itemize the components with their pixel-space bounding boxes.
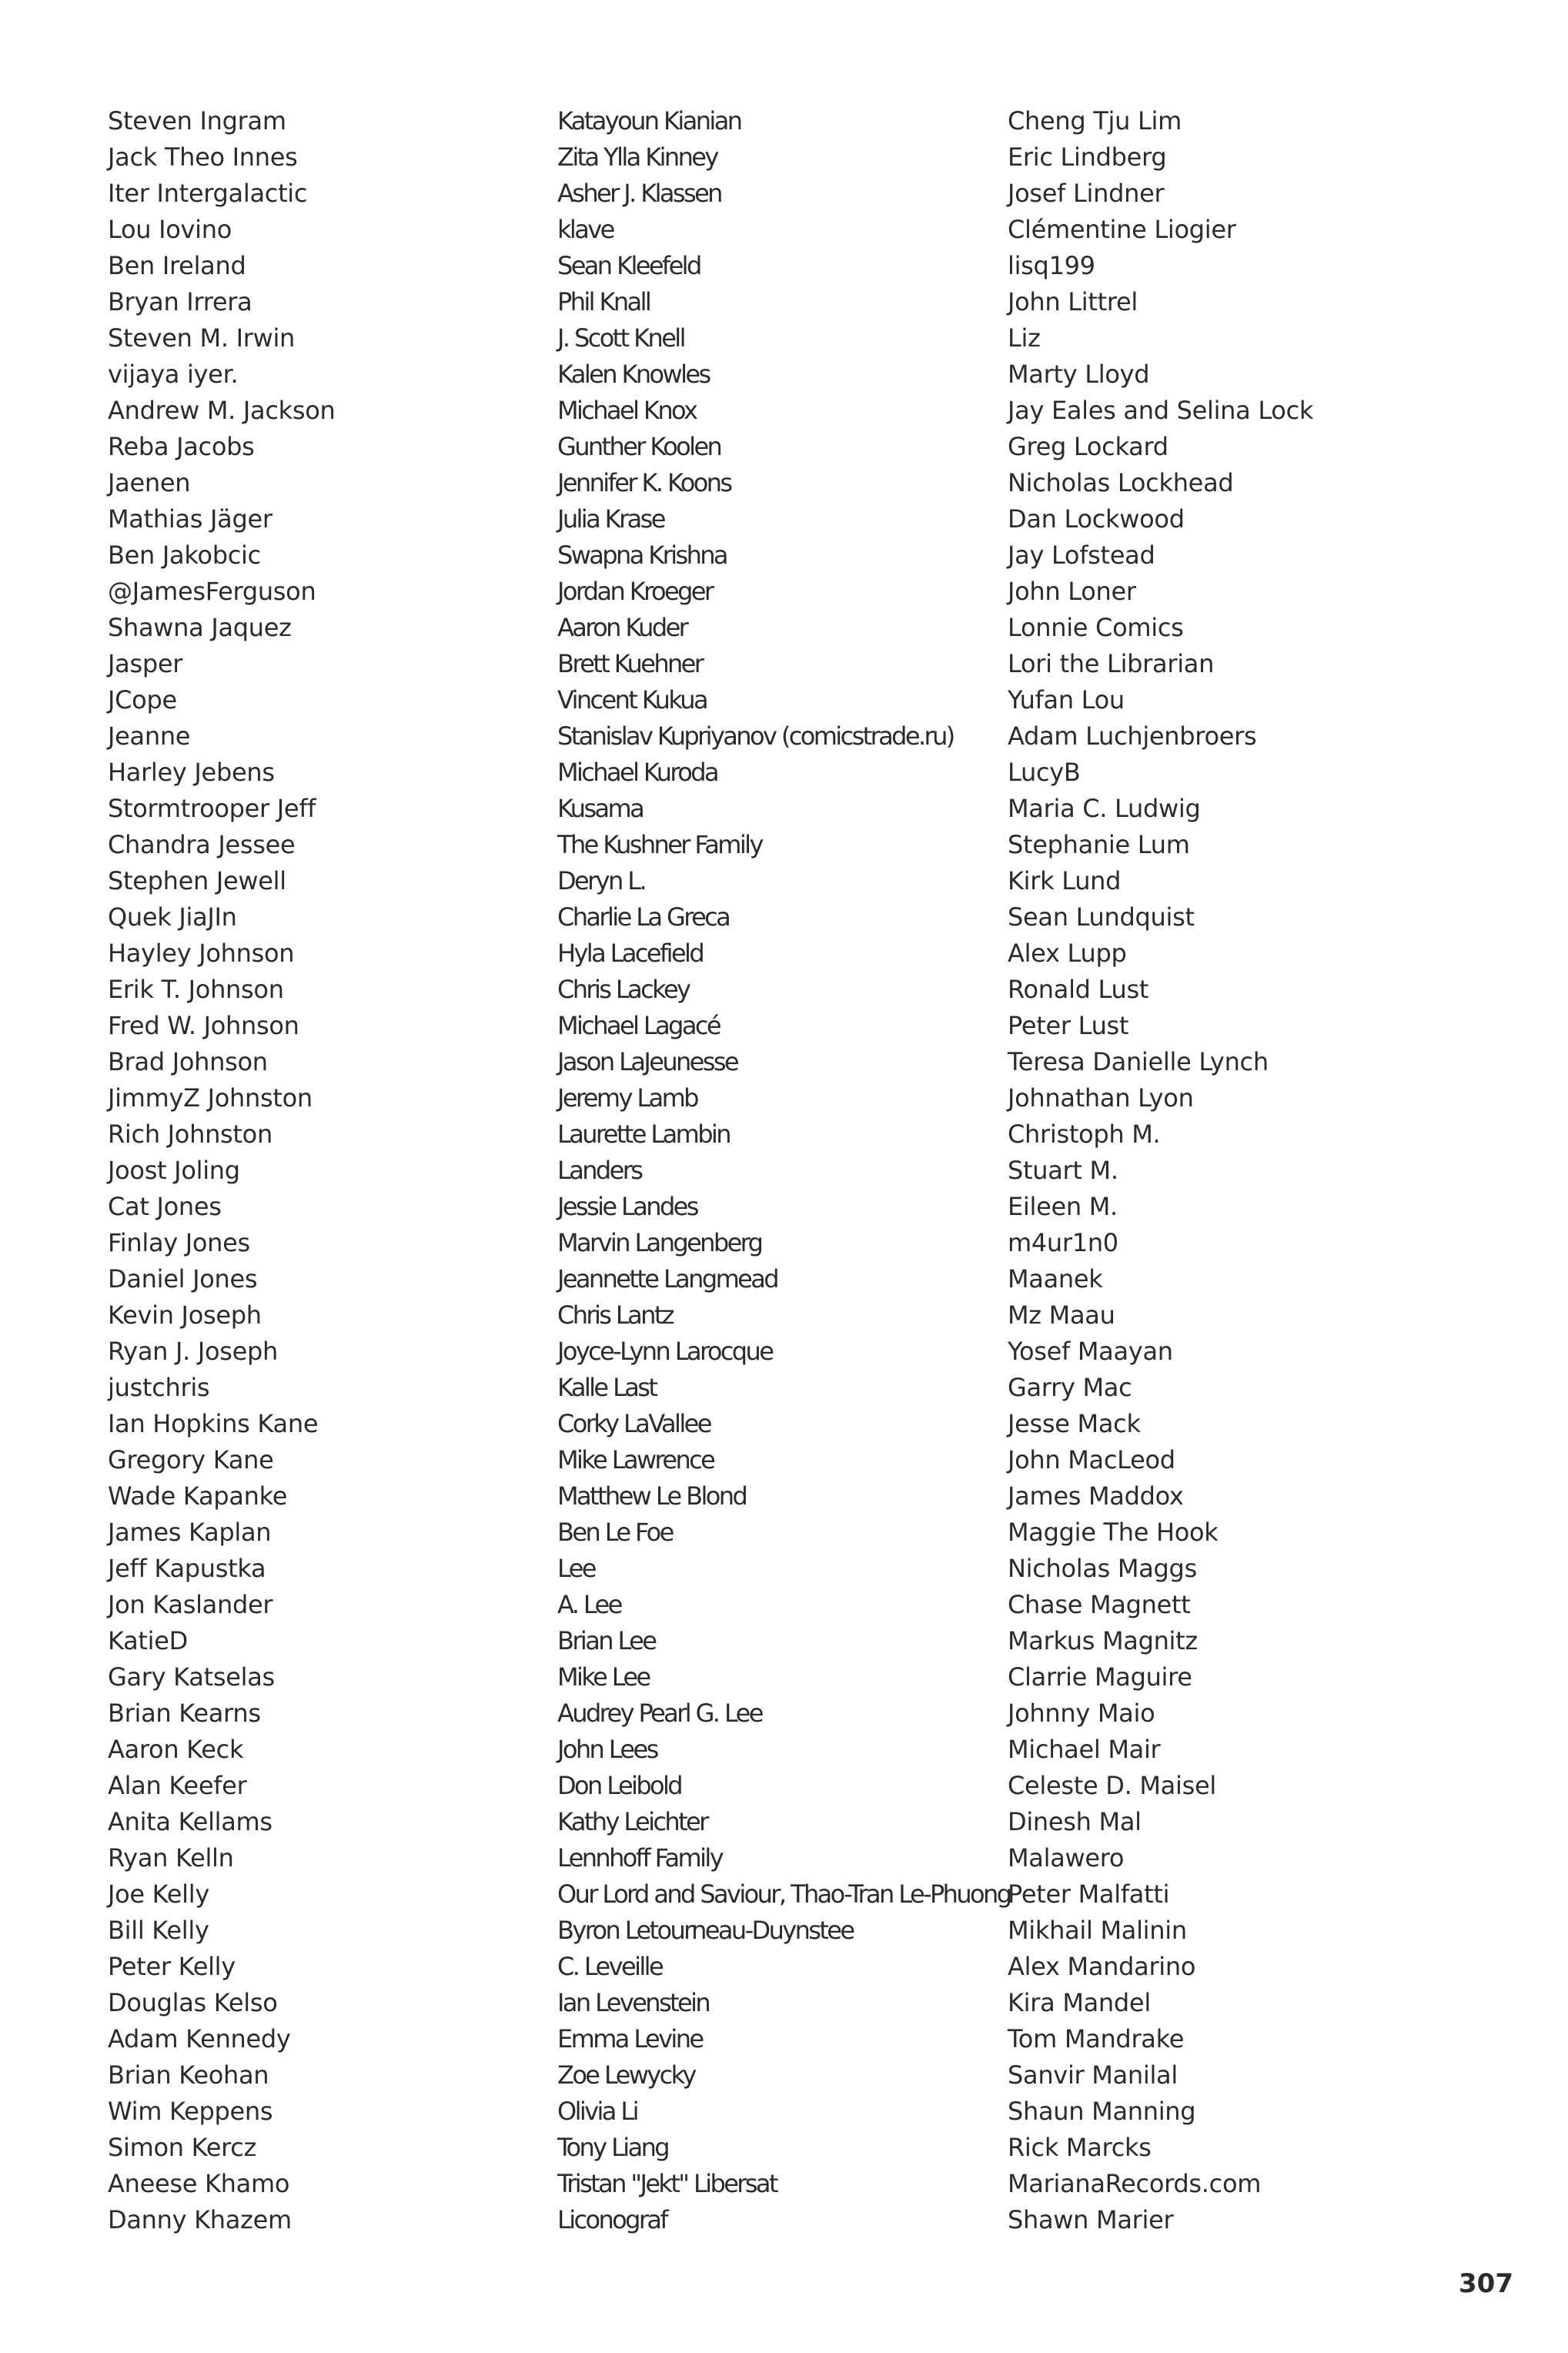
name-entry: Maggie The Hook [1008, 1518, 1219, 1547]
name-entry: Joost Joling [108, 1156, 240, 1185]
name-entry: Alan Keefer [108, 1771, 247, 1800]
name-entry: Charlie La Greca [557, 902, 730, 932]
name-entry: Deryn L. [557, 866, 646, 895]
name-entry: Stuart M. [1008, 1156, 1118, 1185]
name-entry: Jesse Mack [1008, 1409, 1141, 1438]
name-entry: Brian Lee [557, 1626, 656, 1655]
name-entry: Dinesh Mal [1008, 1807, 1142, 1836]
name-entry: Ryan Kelln [108, 1843, 234, 1873]
name-entry: Tony Liang [557, 2133, 669, 2162]
name-entry: Garry Mac [1008, 1373, 1132, 1402]
name-entry: Cat Jones [108, 1192, 222, 1221]
name-entry: John Littrel [1008, 287, 1138, 316]
name-column-1 [108, 103, 336, 2238]
name-entry: Shaun Manning [1008, 2097, 1196, 2126]
name-entry: Peter Kelly [108, 1952, 236, 1981]
name-entry: Kalle Last [557, 1373, 657, 1402]
name-entry: Sean Kleefeld [557, 251, 700, 280]
name-entry: Bryan Irrera [108, 287, 252, 316]
name-entry: Maria C. Ludwig [1008, 794, 1201, 823]
name-entry: Maanek [1008, 1264, 1103, 1294]
name-entry: Aaron Kuder [557, 613, 687, 642]
name-entry: Michael Kuroda [557, 758, 717, 787]
name-entry: John Loner [1008, 577, 1136, 606]
name-entry: Jeff Kapustka [108, 1554, 266, 1583]
name-entry: Jasper [108, 649, 183, 678]
name-entry: LucyB [1008, 758, 1081, 787]
name-entry: Tom Mandrake [1008, 2024, 1185, 2053]
name-entry: Gary Katselas [108, 1662, 275, 1692]
name-entry: Kevin Joseph [108, 1300, 262, 1330]
name-entry: Matthew Le Blond [557, 1481, 747, 1511]
name-entry: Chandra Jessee [108, 830, 296, 859]
name-entry: Shawn Marier [1008, 2205, 1174, 2234]
name-entry: Vincent Kukua [557, 685, 707, 715]
name-entry: JCope [108, 685, 177, 715]
name-entry: Eileen M. [1008, 1192, 1118, 1221]
name-entry: Rick Marcks [1008, 2133, 1152, 2162]
name-entry: Jay Eales and Selina Lock [1008, 396, 1314, 425]
name-entry: Jaenen [108, 468, 191, 497]
name-entry: Iter Intergalactic [108, 179, 308, 208]
name-entry: Mathias Jäger [108, 504, 272, 534]
name-entry: Dan Lockwood [1008, 504, 1185, 534]
name-entry: Mike Lee [557, 1662, 650, 1692]
name-entry: Laurette Lambin [557, 1120, 730, 1149]
name-entry: Sean Lundquist [1008, 902, 1195, 932]
name-entry: Eric Lindberg [1008, 142, 1167, 172]
name-entry: Daniel Jones [108, 1264, 258, 1294]
name-entry: MarianaRecords.com [1008, 2169, 1262, 2198]
name-entry: Kirk Lund [1008, 866, 1122, 895]
name-entry: Douglas Kelso [108, 1988, 278, 2017]
name-entry: Michael Knox [557, 396, 697, 425]
name-entry: Brad Johnson [108, 1047, 268, 1076]
name-entry: Steven M. Irwin [108, 323, 296, 353]
name-entry: Stanislav Kupriyanov (comicstrade.ru) [557, 721, 954, 751]
name-entry: Mikhail Malinin [1008, 1916, 1187, 1945]
name-entry: Marty Lloyd [1008, 360, 1150, 389]
name-entry: Lou Iovino [108, 215, 232, 244]
name-entry: A. Lee [557, 1590, 621, 1619]
name-entry: Danny Khazem [108, 2205, 292, 2234]
name-entry: Clémentine Liogier [1008, 215, 1236, 244]
name-entry: Stormtrooper Jeff [108, 794, 316, 823]
name-entry: Christoph M. [1008, 1120, 1161, 1149]
name-entry: Ian Hopkins Kane [108, 1409, 319, 1438]
name-entry: Harley Jebens [108, 758, 275, 787]
name-entry: Rich Johnston [108, 1120, 272, 1149]
name-entry: Hyla Lacefield [557, 939, 704, 968]
name-entry: Mike Lawrence [557, 1445, 714, 1474]
name-entry: vijaya iyer. [108, 360, 239, 389]
name-entry: Kathy Leichter [557, 1807, 707, 1836]
name-entry: Gunther Koolen [557, 432, 721, 461]
name-entry: Julia Krase [557, 504, 664, 534]
name-entry: Liz [1008, 323, 1041, 353]
name-entry: Ian Levenstein [557, 1988, 710, 2017]
name-entry: Audrey Pearl G. Lee [557, 1699, 762, 1728]
name-entry: Steven Ingram [108, 106, 286, 136]
name-entry: Fred W. Johnson [108, 1011, 299, 1040]
name-entry: Anita Kellams [108, 1807, 272, 1836]
name-entry: Katayoun Kianian [557, 106, 741, 136]
name-entry: Alex Mandarino [1008, 1952, 1196, 1981]
name-entry: Zoe Lewycky [557, 2060, 695, 2090]
name-entry: Ben Le Foe [557, 1518, 673, 1547]
name-entry: Andrew M. Jackson [108, 396, 336, 425]
name-entry: Jay Lofstead [1008, 541, 1155, 570]
name-entry: Malawero [1008, 1843, 1125, 1873]
name-entry: Celeste D. Maisel [1008, 1771, 1216, 1800]
name-entry: Ryan J. Joseph [108, 1337, 279, 1366]
name-entry: Jennifer K. Koons [557, 468, 731, 497]
name-entry: Mz Maau [1008, 1300, 1115, 1330]
name-entry: klave [557, 215, 613, 244]
name-entry: Peter Lust [1008, 1011, 1129, 1040]
name-entry: Adam Kennedy [108, 2024, 291, 2053]
name-entry: Reba Jacobs [108, 432, 255, 461]
name-entry: Cheng Tju Lim [1008, 106, 1182, 136]
name-entry: m4ur1n0 [1008, 1228, 1118, 1257]
name-entry: Johnny Maio [1008, 1699, 1155, 1728]
name-entry: Jessie Landes [557, 1192, 697, 1221]
name-entry: Michael Lagacé [557, 1011, 720, 1040]
name-entry: Erik T. Johnson [108, 975, 284, 1004]
name-entry: Quek JiaJIn [108, 902, 237, 932]
name-entry: Wim Keppens [108, 2097, 273, 2126]
name-entry: J. Scott Knell [557, 323, 684, 353]
name-entry: Yosef Maayan [1008, 1337, 1173, 1366]
name-entry: Lennhoff Family [557, 1843, 723, 1873]
name-entry: Kalen Knowles [557, 360, 710, 389]
name-entry: Yufan Lou [1008, 685, 1125, 715]
name-entry: Chase Magnett [1008, 1590, 1191, 1619]
name-entry: Peter Malfatti [1008, 1879, 1170, 1909]
name-entry: Liconograf [557, 2205, 667, 2234]
name-entry: Jordan Kroeger [557, 577, 713, 606]
name-entry: C. Leveille [557, 1952, 663, 1981]
name-entry: Joyce-Lynn Larocque [557, 1337, 773, 1366]
name-entry: Michael Mair [1008, 1735, 1161, 1764]
name-entry: Jeannette Langmead [557, 1264, 777, 1294]
name-entry: Adam Luchjenbroers [1008, 721, 1257, 751]
name-entry: lisq199 [1008, 251, 1095, 280]
name-entry: Bill Kelly [108, 1916, 209, 1945]
name-column-3 [1008, 103, 1313, 2238]
name-entry: Aaron Keck [108, 1735, 244, 1764]
name-entry: Emma Levine [557, 2024, 703, 2053]
name-entry: The Kushner Family [557, 830, 762, 859]
name-entry: Brett Kuehner [557, 649, 703, 678]
name-entry: Lonnie Comics [1008, 613, 1184, 642]
name-entry: Jeanne [108, 721, 191, 751]
name-entry: Alex Lupp [1008, 939, 1127, 968]
name-entry: Phil Knall [557, 287, 650, 316]
name-entry: Brian Keohan [108, 2060, 269, 2090]
name-entry: Finlay Jones [108, 1228, 250, 1257]
name-entry: Jeremy Lamb [557, 1083, 697, 1113]
name-entry: Clarrie Maguire [1008, 1662, 1192, 1692]
name-column-2 [557, 103, 1010, 2238]
name-entry: Nicholas Maggs [1008, 1554, 1197, 1583]
name-entry: Chris Lantz [557, 1300, 673, 1330]
name-entry: Kusama [557, 794, 644, 823]
name-entry: Josef Lindner [1008, 179, 1165, 208]
name-entry: Swapna Krishna [557, 541, 727, 570]
name-entry: @JamesFerguson [108, 577, 316, 606]
name-entry: Ben Ireland [108, 251, 246, 280]
name-entry: James Maddox [1008, 1481, 1184, 1511]
name-entry: Nicholas Lockhead [1008, 468, 1234, 497]
name-entry: Markus Magnitz [1008, 1626, 1198, 1655]
page-number: 307 [1459, 2268, 1513, 2299]
name-entry: Stephen Jewell [108, 866, 286, 895]
name-entry: Ronald Lust [1008, 975, 1149, 1004]
name-entry: Hayley Johnson [108, 939, 295, 968]
name-entry: KatieD [108, 1626, 188, 1655]
name-entry: Gregory Kane [108, 1445, 274, 1474]
name-entry: Olivia Li [557, 2097, 637, 2126]
name-entry: Tristan "Jekt" Libersat [557, 2169, 777, 2198]
name-entry: John Lees [557, 1735, 657, 1764]
name-entry: Joe Kelly [108, 1879, 209, 1909]
name-entry: Shawna Jaquez [108, 613, 292, 642]
name-entry: Zita Ylla Kinney [557, 142, 717, 172]
name-entry: Our Lord and Saviour, Thao-Tran Le-Phuong [557, 1879, 1011, 1909]
name-entry: Ben Jakobcic [108, 541, 261, 570]
name-entry: Corky LaVallee [557, 1409, 710, 1438]
name-entry: Jack Theo Innes [108, 142, 298, 172]
name-entry: Jason LaJeunesse [557, 1047, 737, 1076]
name-entry: Simon Kercz [108, 2133, 257, 2162]
name-entry: Chris Lackey [557, 975, 690, 1004]
name-entry: Kira Mandel [1008, 1988, 1151, 2017]
name-entry: justchris [108, 1373, 210, 1402]
name-entry: Sanvir Manilal [1008, 2060, 1178, 2090]
name-entry: Landers [557, 1156, 642, 1185]
name-entry: Stephanie Lum [1008, 830, 1190, 859]
name-entry: Marvin Langenberg [557, 1228, 762, 1257]
name-entry: Lori the Librarian [1008, 649, 1215, 678]
name-entry: Asher J. Klassen [557, 179, 721, 208]
name-entry: Wade Kapanke [108, 1481, 288, 1511]
name-entry: John MacLeod [1008, 1445, 1175, 1474]
name-entry: JimmyZ Johnston [108, 1083, 313, 1113]
name-entry: Don Leibold [557, 1771, 682, 1800]
name-entry: Lee [557, 1554, 595, 1583]
name-entry: Byron Letourneau-Duynstee [557, 1916, 854, 1945]
name-entry: James Kaplan [108, 1518, 272, 1547]
name-entry: Jon Kaslander [108, 1590, 273, 1619]
name-entry: Johnathan Lyon [1008, 1083, 1194, 1113]
name-entry: Greg Lockard [1008, 432, 1168, 461]
name-entry: Aneese Khamo [108, 2169, 290, 2198]
name-entry: Teresa Danielle Lynch [1008, 1047, 1269, 1076]
name-entry: Brian Kearns [108, 1699, 261, 1728]
